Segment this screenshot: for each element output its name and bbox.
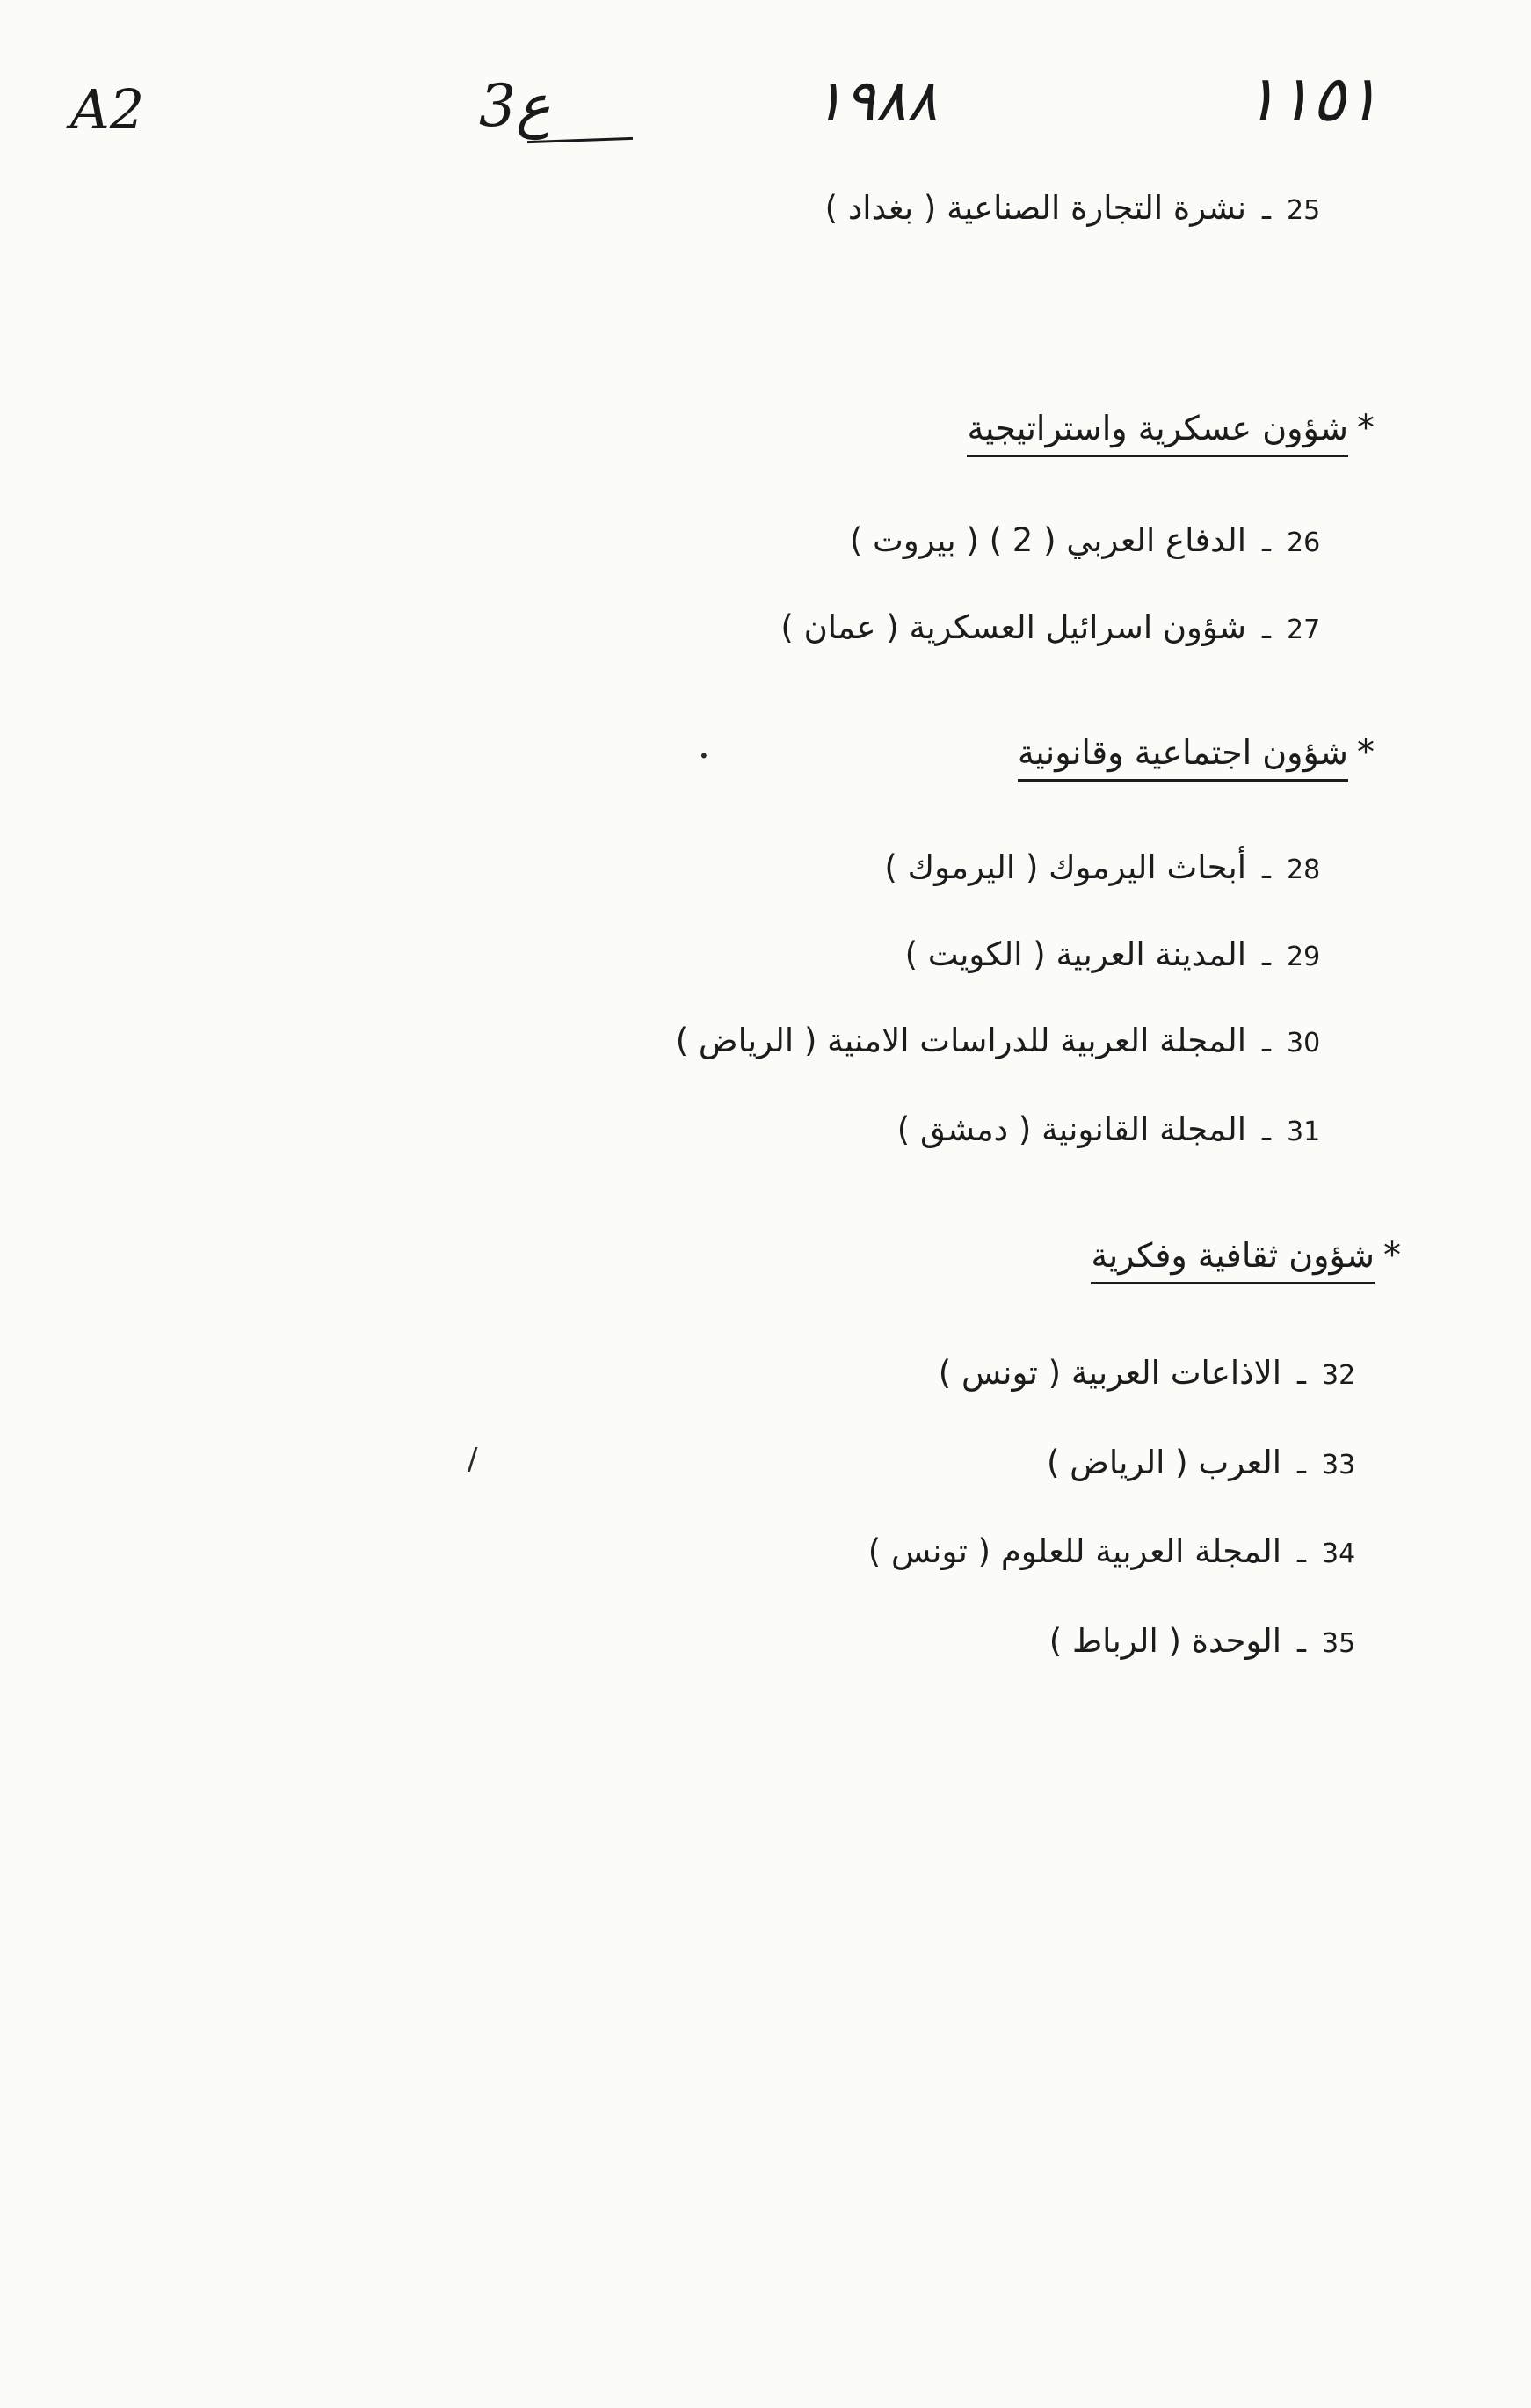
list-item [897,1110,1329,1148]
item-number: 29 [1287,942,1321,972]
section-title: شؤون عسكرية واستراتيجية [967,409,1348,457]
item-title: الاذاعات العربية ( تونس ) [938,1354,1282,1392]
list-item [905,935,1329,973]
list-item [825,189,1329,227]
list-item [676,1022,1329,1059]
list-item [884,848,1329,886]
bullet-star: * [1357,408,1375,448]
section-title: شؤون ثقافية وفكرية [1091,1236,1375,1284]
handwritten-year: ١٩٨٨ [813,67,938,135]
item-title: العرب ( الرياض ) [1046,1444,1282,1481]
item-dash: ـ [1262,1113,1271,1148]
item-title: أبحاث اليرموك ( اليرموك ) [884,848,1247,886]
item-number: 33 [1322,1450,1356,1480]
item-title: شؤون اسرائيل العسكرية ( عمان ) [780,608,1247,646]
item-dash: ـ [1297,1357,1306,1392]
list-item [868,1532,1364,1570]
item-dash: ـ [1262,938,1271,973]
list-item [780,608,1329,646]
item-number: 31 [1287,1117,1321,1147]
item-dash: ـ [1262,524,1271,559]
item-title: المجلة العربية للدراسات الامنية ( الرياض ) [675,1022,1247,1059]
list-item [1047,1444,1364,1481]
item-title: المدينة العربية ( الكويت ) [904,935,1247,973]
item-dash: ـ [1297,1625,1306,1660]
item-dash: ـ [1297,1446,1306,1481]
item-number: 30 [1287,1028,1321,1059]
item-title: الدفاع العربي ( 2 ) ( بيروت ) [849,521,1247,559]
item-dash: ـ [1262,611,1271,646]
stray-mark: / [468,1442,478,1477]
section-heading-cultural [1091,1235,1401,1284]
list-item [939,1354,1364,1392]
item-dash: ـ [1262,851,1271,886]
item-dash: ـ [1262,192,1271,227]
item-number: 35 [1322,1628,1356,1659]
item-number: 26 [1287,527,1321,558]
handwritten-annotation-left: A2 [70,77,145,142]
bullet-star: * [1357,732,1375,773]
item-title: المجلة العربية للعلوم ( تونس ) [867,1532,1282,1570]
item-number: 32 [1322,1360,1356,1391]
list-item [1049,1622,1364,1660]
section-heading-military [967,408,1375,457]
item-number: 28 [1287,855,1321,885]
stray-dot: • [699,746,709,767]
item-title: المجلة القانونية ( دمشق ) [896,1110,1247,1148]
item-number: 34 [1322,1539,1356,1569]
item-number: 25 [1287,195,1321,226]
item-title: الوحدة ( الرباط ) [1048,1622,1282,1660]
item-dash: ـ [1262,1024,1271,1059]
section-heading-social [1018,732,1375,782]
item-dash: ـ [1297,1535,1306,1570]
bullet-star: * [1383,1235,1401,1276]
handwritten-annotation-middle: 3ع [479,72,551,140]
item-title: نشرة التجارة الصناعية ( بغداد ) [824,189,1247,227]
section-title: شؤون اجتماعية وقانونية [1018,733,1348,782]
handwritten-annotation-right: ١١٥١ [1244,62,1380,135]
item-number: 27 [1287,615,1321,645]
list-item [850,521,1329,559]
